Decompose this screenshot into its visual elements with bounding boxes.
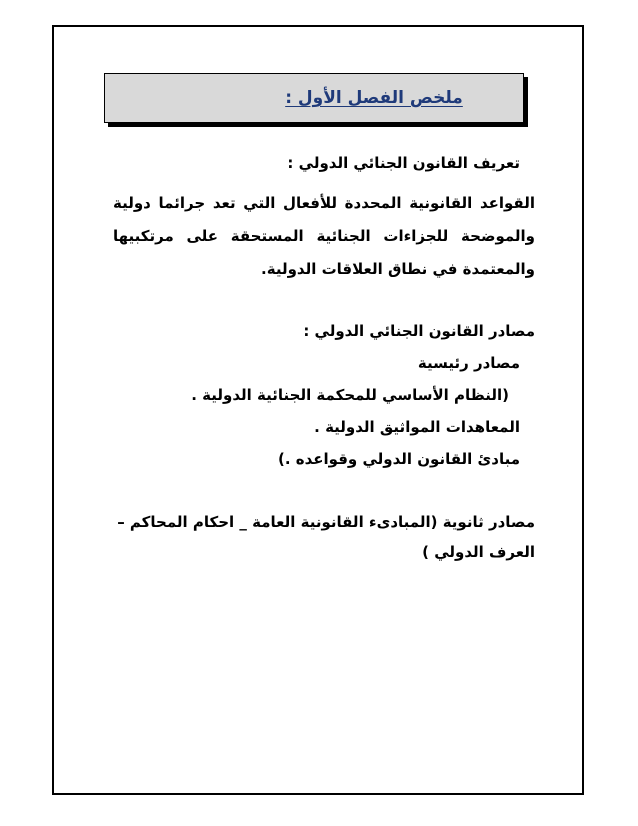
page-border xyxy=(52,25,584,795)
sources-heading: مصادر القانون الجنائي الدولي : xyxy=(303,322,535,340)
primary-source-item-2: المعاهدات المواثيق الدولية . xyxy=(314,418,520,436)
definition-line-1: القواعد القانونية المحددة للأفعال التي تعد جرائما دولية xyxy=(113,194,535,212)
definition-line-3: والمعتمدة في نطاق العلاقات الدولية. xyxy=(261,260,535,278)
secondary-sources-line-1: مصادر ثانوية (المبادىء القانونية العامة _ احكام المحاكم – xyxy=(117,513,535,531)
definition-heading: تعريف القانون الجنائي الدولي : xyxy=(287,154,520,172)
primary-sources-heading: مصادر رئيسية xyxy=(417,354,520,372)
definition-line-2: والموضحة للجزاءات الجنائية المستحقة على مرتكبيها xyxy=(113,227,535,245)
chapter-summary-title-box xyxy=(104,73,524,123)
primary-source-item-1: (النظام الأساسي للمحكمة الجنائية الدولية . xyxy=(191,386,509,404)
secondary-sources-line-2: العرف الدولي ) xyxy=(422,543,535,561)
chapter-summary-title: ملخص الفصل الأول : xyxy=(285,88,463,108)
primary-source-item-3: مبادئ القانون الدولي وقواعده .) xyxy=(278,450,520,468)
